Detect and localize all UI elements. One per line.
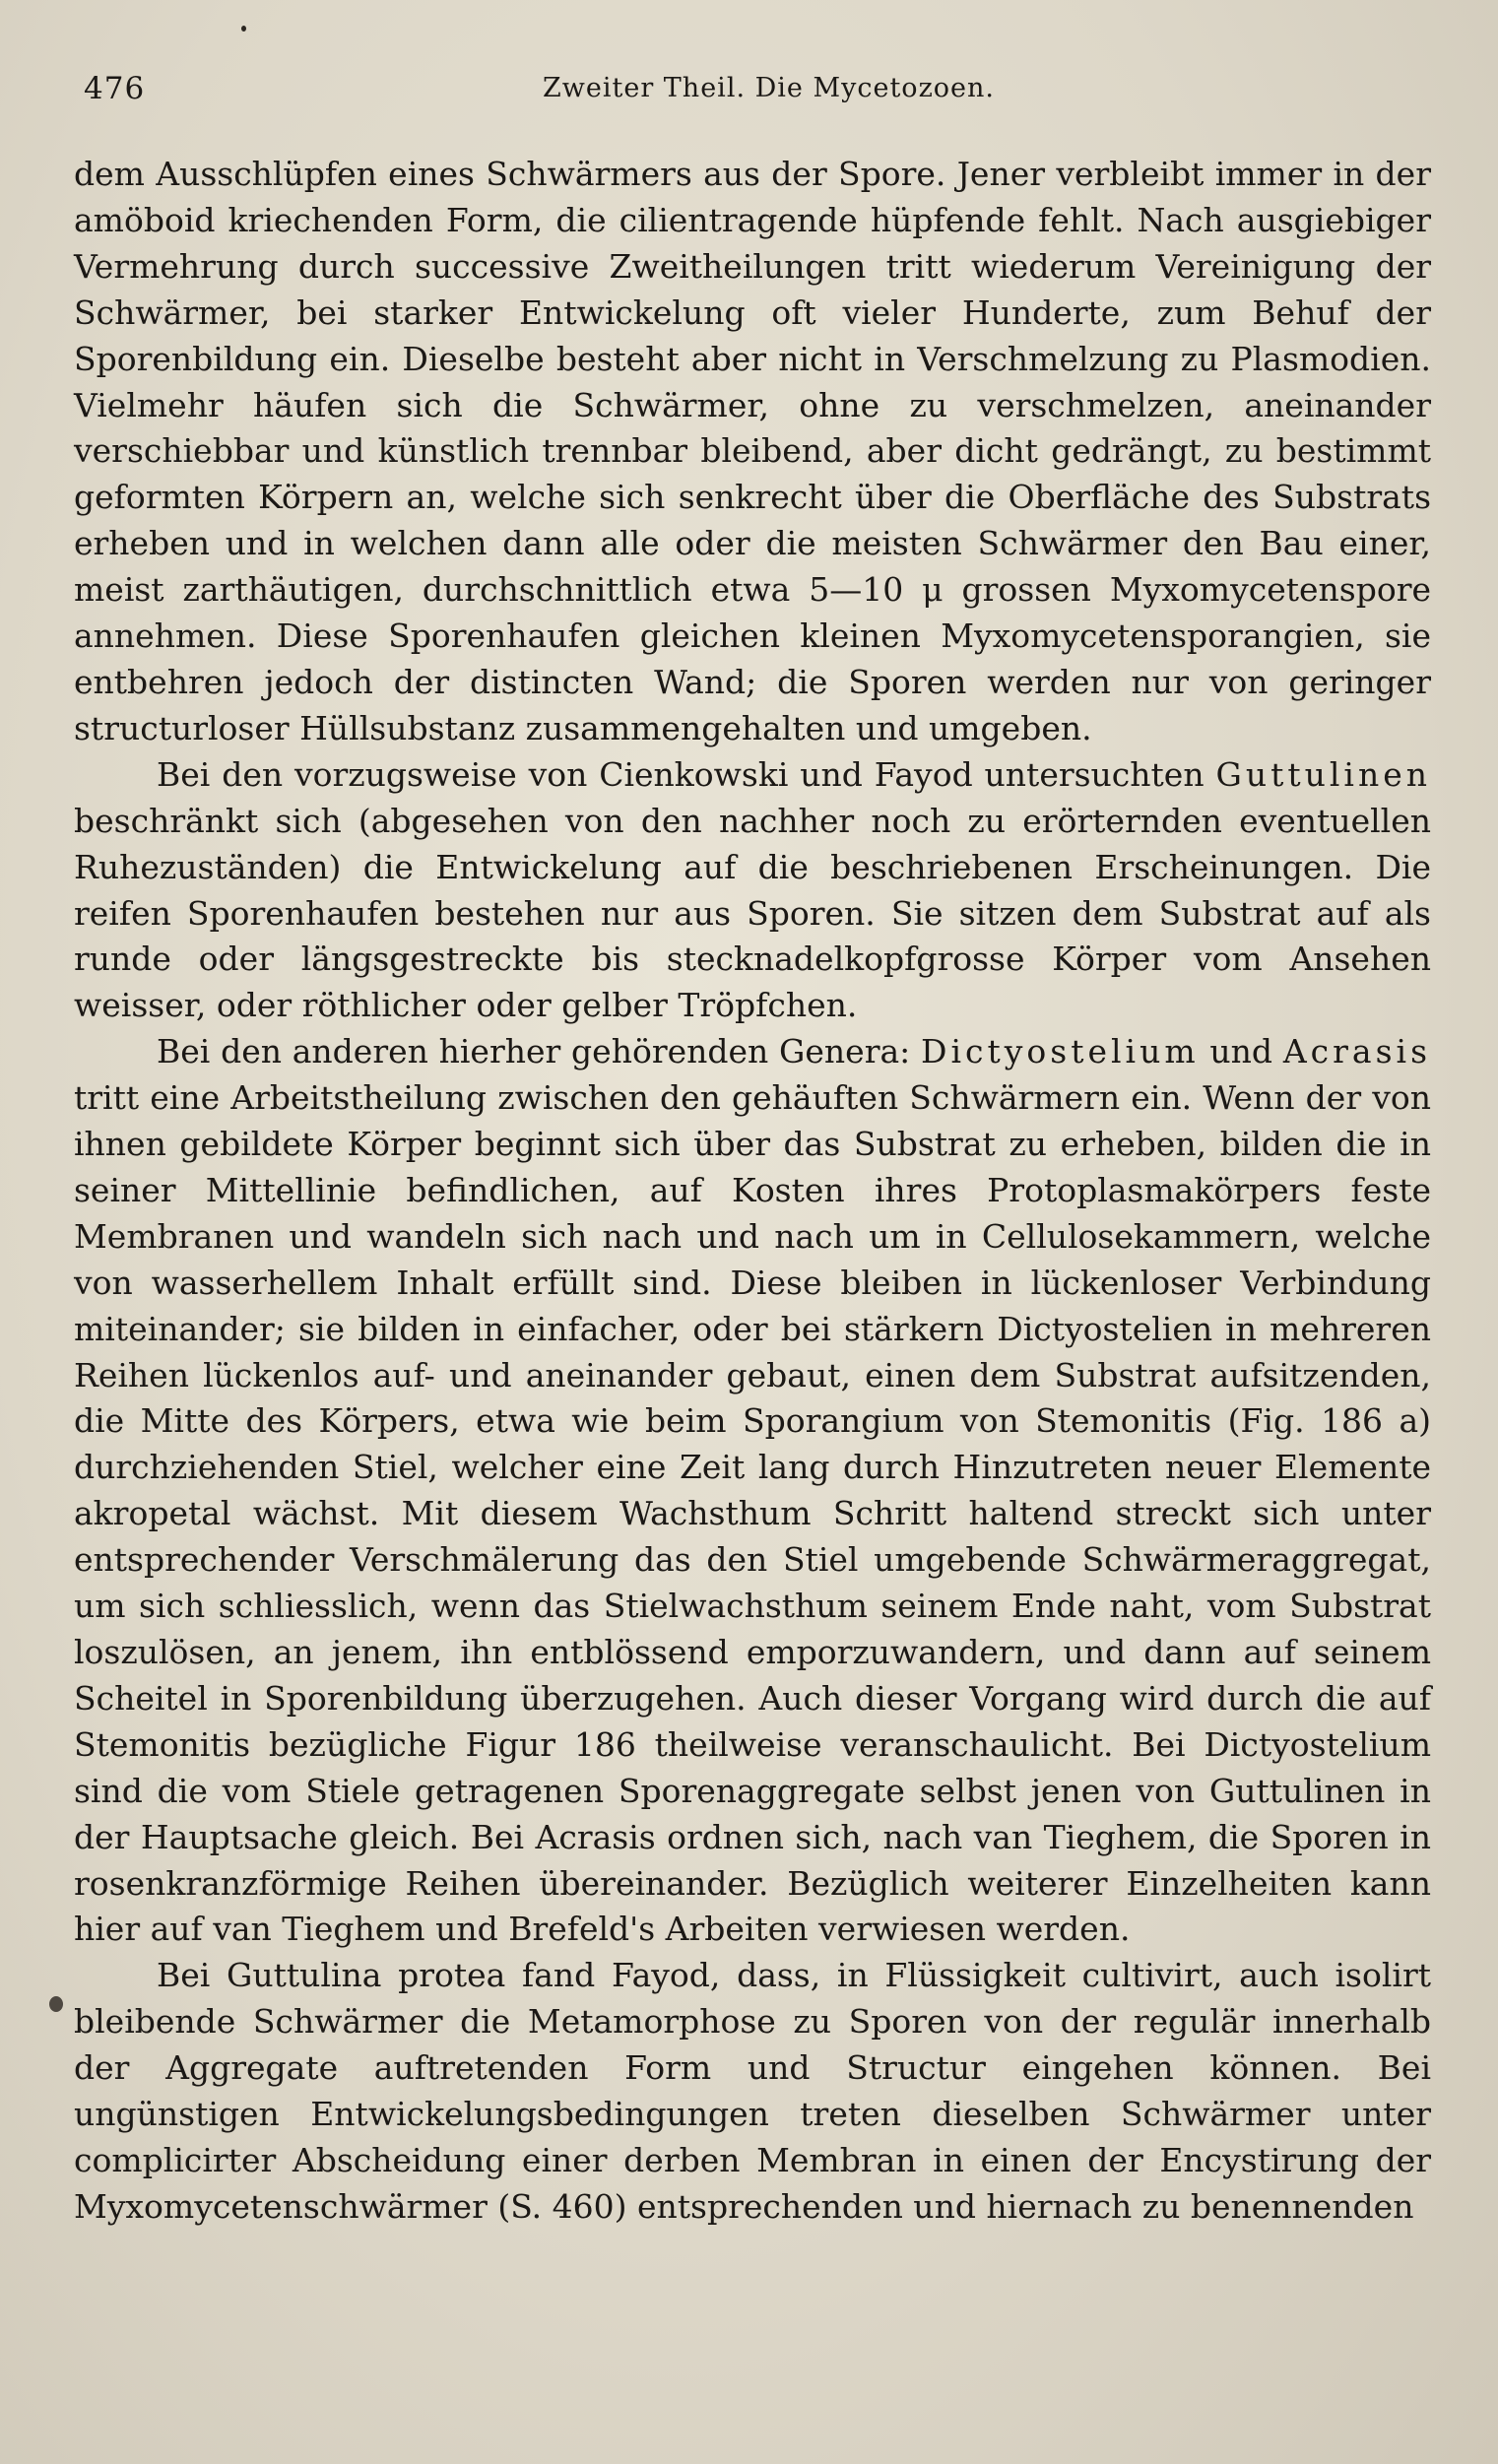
paragraph-text: dem Ausschlüpfen eines Schwärmers aus der Spore. Jener verbleibt immer in der amöboid kriechenden Form, die cilientragende hüpfende fehlt. Nach ausgiebiger Vermehrung durch successive Zweitheilungen tritt wiederum Vereinigung der Schwärmer, bei starker Entwickelung oft vieler Hunderte, zum Behuf der Sporenbildung ein. Dieselbe besteht aber nicht in Verschmelzung zu Plasmodien. Vielmehr häufen sich die Schwärmer, ohne zu verschmelzen, aneinander verschiebbar und künstlich trennbar bleibend, aber dicht gedrängt, zu bestimmt geformten Körpern an, welche sich senkrecht über die Oberfläche des Substrats erheben und in welchen dann alle oder die meisten Schwärmer den Bau einer, meist zarthäutigen, durchschnittlich etwa 5—10 μ grossen Myxomycetenspore annehmen. Diese Sporenhaufen gleichen kleinen Myxomycetensporangien, sie entbehren jedoch der distincten Wand; die Sporen werden nur von geringer structurloser Hüllsubstanz zusammengehalten und umgeben.: [74, 155, 1431, 747]
paragraph-text: und: [1199, 1032, 1283, 1071]
paragraph-text: beschränkt sich (abgesehen von den nachher noch zu erörternden eventuellen Ruhezuständen) die Entwickelung auf die beschriebenen Erscheinungen. Die reifen Sporenhaufen bestehen nur aus Sporen. Sie sitzen dem Substrat auf als runde oder längsgestreckte bis stecknadelkopfgrosse Körper vom Ansehen weisser, oder röthlicher oder gelber Tröpfchen.: [74, 801, 1431, 1025]
genus-name-spaced: Guttulinen: [1215, 754, 1431, 794]
paragraph-text: Bei den anderen hierher gehörenden Genera:: [157, 1032, 922, 1071]
paragraph-text: tritt eine Arbeitstheilung zwischen den gehäuften Schwärmern ein. Wenn der von ihnen gebildete Körper beginnt sich über das Substrat zu erheben, bilden die in seiner Mittellinie befindlichen, auf Kosten ihres Protoplasmakörpers feste Membranen und wandeln sich nach und nach um in Cellulosekammern, welche von wasserhellem Inhalt erfüllt sind. Diese bleiben in lückenloser Verbindung miteinander; sie bilden in einfacher, oder bei stärkern Dictyostelien in mehreren Reihen lückenlos auf- und aneinander gebaut, einen dem Substrat aufsitzenden, die Mitte des Körpers, etwa wie beim Sporangium von Stemonitis (Fig. 186 a) durchziehenden Stiel, welcher eine Zeit lang durch Hinzutreten neuer Elemente akropetal wächst. Mit diesem Wachsthum Schritt haltend streckt sich unter entsprechender Verschmälerung das den Stiel umgebende Schwärmeraggregat, um sich schliesslich, wenn das Stielwachsthum seinem Ende naht, vom Substrat loszulösen, an jenem, ihn entblössend emporzuwandern, und dann auf seinem Scheitel in Sporenbildung überzugehen. Auch dieser Vorgang wird durch die auf Stemonitis bezügliche Figur 186 theilweise veranschaulicht. Bei Dictyostelium sind die vom Stiele getragenen Sporenaggregate selbst jenen von Guttulinen in der Hauptsache gleich. Bei Acrasis ordnen sich, nach van Tieghem, die Sporen in rosenkranzförmige Reihen übereinander. Bezüglich weiterer Einzelheiten kann hier auf van Tieghem und Brefeld's Arbeiten verwiesen werden.: [74, 1078, 1431, 1949]
genus-name-spaced: Dictyostelium: [921, 1032, 1200, 1071]
running-title: Zweiter Theil. Die Mycetozoen.: [543, 73, 995, 103]
paragraph-text: Bei Guttulina protea fand Fayod, dass, in Flüssigkeit cultivirt, auch isolirt bleibende Schwärmer die Metamorphose zu Sporen von der regulär innerhalb der Aggregate auftretenden Form und Structur eingehen können. Bei ungünstigen Entwickelungsbedingungen treten dieselben Schwärmer unter complicirter Abscheidung einer derben Membran in einen der Encystirung der Myxomycetenschwärmer (S. 460) entsprechenden und hiernach zu benennenden: [74, 1956, 1431, 2226]
paragraph: [74, 1029, 1431, 1953]
ink-speck: [49, 1996, 63, 2012]
paragraph-text: Bei den vorzugsweise von Cienkowski und Fayod untersuchten: [157, 754, 1216, 794]
genus-name-spaced: Acrasis: [1282, 1032, 1431, 1071]
page-header: [84, 71, 1414, 114]
ink-speck: [241, 26, 246, 32]
page-number: 476: [84, 71, 146, 106]
body-text: [74, 152, 1431, 2231]
paragraph: [74, 752, 1431, 1029]
paragraph: [74, 1953, 1431, 2230]
paragraph: [74, 152, 1431, 752]
